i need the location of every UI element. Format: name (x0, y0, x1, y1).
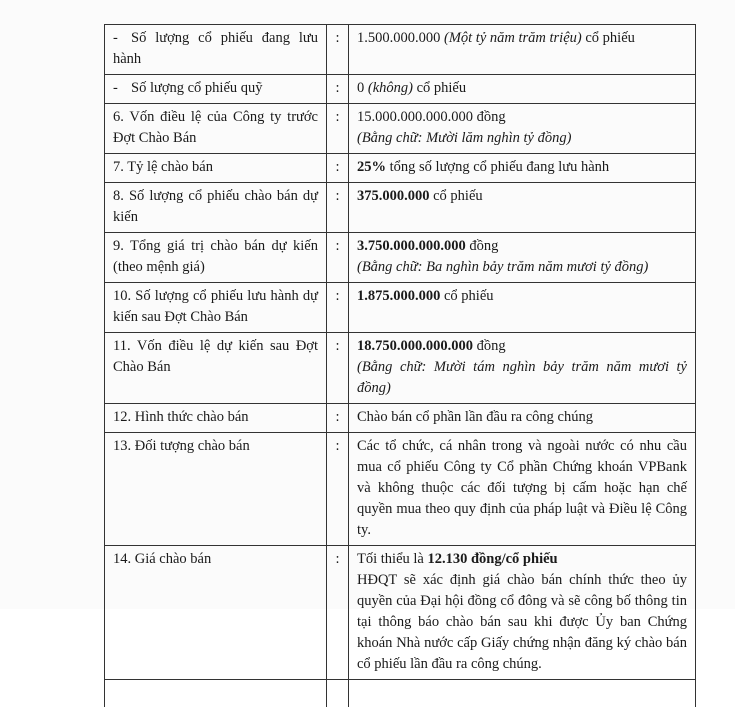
row-separator: : (327, 183, 349, 233)
row-value: 0 (không) cổ phiếu (349, 75, 696, 104)
offering-info-table (104, 24, 696, 707)
row-separator: : (327, 154, 349, 183)
row-separator: : (327, 433, 349, 546)
row-label: 7. Tỷ lệ chào bán (105, 154, 327, 183)
row-separator: : (327, 333, 349, 404)
row-separator: : (327, 25, 349, 75)
table-row (105, 233, 696, 283)
row-value: Chào bán cổ phần lần đầu ra công chúng (349, 404, 696, 433)
table-row (105, 25, 696, 75)
row-label: - Số lượng cổ phiếu đang lưu hành (105, 25, 327, 75)
row-separator: : (327, 233, 349, 283)
row-separator: : (327, 404, 349, 433)
table-row (105, 333, 696, 404)
row-label: 12. Hình thức chào bán (105, 404, 327, 433)
table-row (105, 283, 696, 333)
row-label: - Số lượng cổ phiếu quỹ (105, 75, 327, 104)
row-value: 1.875.000.000 cổ phiếu (349, 283, 696, 333)
table-row (105, 404, 696, 433)
row-separator: : (327, 104, 349, 154)
row-separator: : (327, 75, 349, 104)
row-value: 1.500.000.000 (Một tỷ năm trăm triệu) cổ phiếu (349, 25, 696, 75)
row-value: 18.750.000.000.000 đồng (Bằng chữ: Mười tám nghìn bảy trăm năm mươi tỷ đồng) (349, 333, 696, 404)
table-row (105, 183, 696, 233)
row-label: 6. Vốn điều lệ của Công ty trước Đợt Chào Bán (105, 104, 327, 154)
row-separator: : (327, 546, 349, 680)
row-separator: : (327, 283, 349, 333)
row-label: 13. Đối tượng chào bán (105, 433, 327, 546)
table-row (105, 433, 696, 546)
row-label: 11. Vốn điều lệ dự kiến sau Đợt Chào Bán (105, 333, 327, 404)
table-row (105, 546, 696, 680)
table-row (105, 154, 696, 183)
row-label: 8. Số lượng cổ phiếu chào bán dự kiến (105, 183, 327, 233)
table-row (105, 75, 696, 104)
row-label: 14. Giá chào bán (105, 546, 327, 680)
table-row (105, 104, 696, 154)
row-label: 10. Số lượng cổ phiếu lưu hành dự kiến sau Đợt Chào Bán (105, 283, 327, 333)
row-value: Tối thiểu là 12.130 đồng/cổ phiếu HĐQT sẽ xác định giá chào bán chính thức theo ủy quyền của Đại hội đồng cổ đông và sẽ công bố thông tin tại thông báo chào bán sau khi được Ủy ban Chứng khoán Nhà nước cấp Giấy chứng nhận đăng ký chào bán cổ phiếu lần đầu ra công chúng. (349, 546, 696, 680)
row-value: 3.750.000.000.000 đồng (Bằng chữ: Ba nghìn bảy trăm năm mươi tỷ đồng) (349, 233, 696, 283)
table-row-cut-off (105, 680, 696, 707)
row-value: 375.000.000 cổ phiếu (349, 183, 696, 233)
row-value: 15.000.000.000.000 đồng (Bằng chữ: Mười lăm nghìn tỷ đồng) (349, 104, 696, 154)
row-label: 9. Tổng giá trị chào bán dự kiến (theo mệnh giá) (105, 233, 327, 283)
row-value: Các tổ chức, cá nhân trong và ngoài nước có nhu cầu mua cổ phiếu Công ty Cổ phần Chứng khoán VPBank và không thuộc các đối tượng bị cấm hoặc hạn chế quyền mua theo quy định của pháp luật và Điều lệ Công ty. (349, 433, 696, 546)
row-value: 25% tổng số lượng cổ phiếu đang lưu hành (349, 154, 696, 183)
